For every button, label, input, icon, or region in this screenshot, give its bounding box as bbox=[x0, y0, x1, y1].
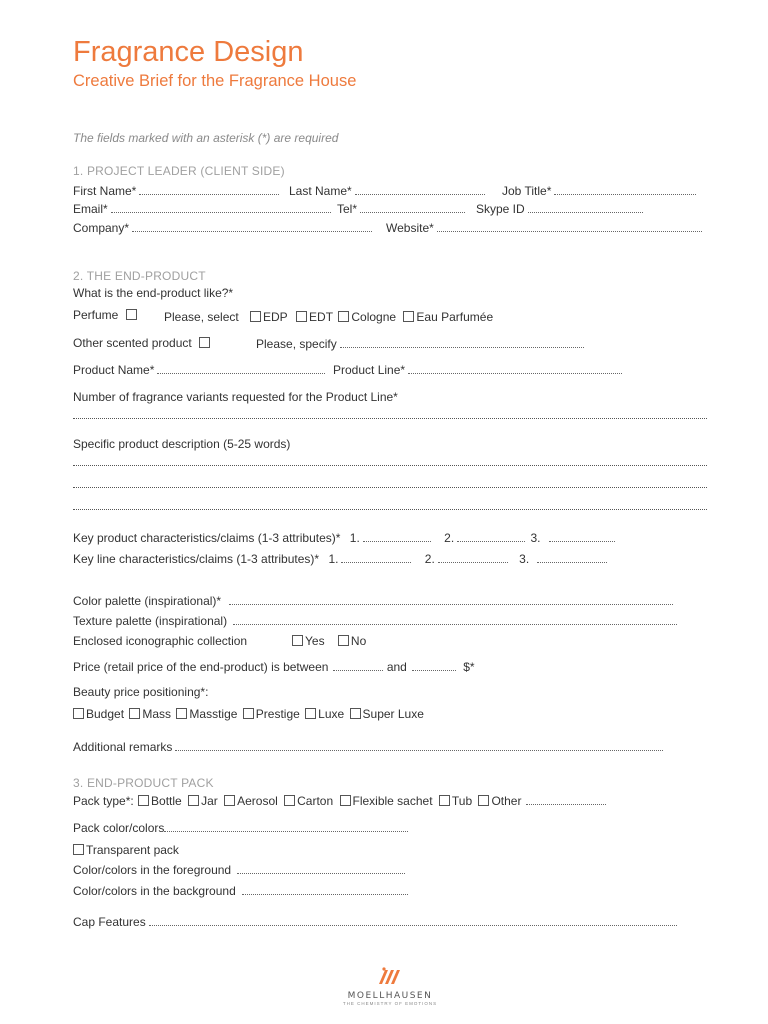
option-bottle[interactable] bbox=[138, 794, 182, 808]
key-line-line-2[interactable] bbox=[438, 552, 508, 563]
specific-desc-line-3[interactable] bbox=[73, 509, 707, 510]
cologne-label: Cologne bbox=[351, 310, 397, 324]
last-name-label: Last Name* bbox=[289, 184, 352, 198]
option-yes[interactable] bbox=[292, 634, 325, 648]
foreground-color-label: Color/colors in the foreground bbox=[73, 863, 232, 877]
key-product-num-3: 3. bbox=[530, 531, 541, 545]
option-super-luxe[interactable] bbox=[350, 707, 424, 721]
mass-checkbox[interactable] bbox=[129, 708, 140, 719]
budget-label: Budget bbox=[86, 707, 125, 721]
luxe-label: Luxe bbox=[318, 707, 345, 721]
first-name-line[interactable] bbox=[139, 184, 279, 195]
key-line-num-1: 1. bbox=[328, 552, 339, 566]
option-luxe[interactable] bbox=[305, 707, 344, 721]
foreground-color-line[interactable] bbox=[237, 863, 405, 874]
flexible-sachet-label: Flexible sachet bbox=[352, 794, 433, 808]
perfume-label: Perfume bbox=[73, 308, 119, 322]
beauty-options bbox=[73, 707, 424, 721]
option-other[interactable] bbox=[478, 794, 521, 808]
budget-checkbox[interactable] bbox=[73, 708, 84, 719]
email-label: Email* bbox=[73, 202, 108, 216]
no-label: No bbox=[350, 634, 367, 648]
skype-field[interactable] bbox=[476, 202, 643, 216]
key-line-line-1[interactable] bbox=[341, 552, 411, 563]
key-line-field bbox=[73, 552, 607, 566]
bottle-checkbox[interactable] bbox=[138, 795, 149, 806]
aerosol-label: Aerosol bbox=[237, 794, 278, 808]
skype-line[interactable] bbox=[528, 202, 643, 213]
price-min-line[interactable] bbox=[333, 660, 383, 671]
option-masstige[interactable] bbox=[176, 707, 237, 721]
job-title-line[interactable] bbox=[554, 184, 696, 195]
key-product-line-1[interactable] bbox=[363, 531, 431, 542]
pack-color-field[interactable] bbox=[73, 821, 408, 835]
additional-remarks-field[interactable] bbox=[73, 740, 663, 754]
website-label: Website* bbox=[386, 221, 434, 235]
carton-checkbox[interactable] bbox=[284, 795, 295, 806]
color-palette-line[interactable] bbox=[229, 594, 673, 605]
option-cologne[interactable] bbox=[338, 310, 396, 324]
product-line-label: Product Line* bbox=[333, 363, 406, 377]
key-product-line-2[interactable] bbox=[457, 531, 525, 542]
company-field[interactable] bbox=[73, 221, 372, 235]
email-field[interactable] bbox=[73, 202, 331, 216]
key-line-num-2: 2. bbox=[424, 552, 435, 566]
please-specify-line[interactable] bbox=[340, 337, 584, 348]
transparent-pack-label: Transparent pack bbox=[86, 843, 179, 857]
eau-parfumee-checkbox[interactable] bbox=[403, 311, 414, 322]
last-name-line[interactable] bbox=[355, 184, 485, 195]
website-line[interactable] bbox=[437, 221, 702, 232]
end-product-question: What is the end-product like?* bbox=[73, 286, 234, 300]
jar-label: Jar bbox=[201, 794, 218, 808]
first-name-label: First Name* bbox=[73, 184, 137, 198]
super-luxe-label: Super Luxe bbox=[362, 707, 424, 721]
tub-label: Tub bbox=[451, 794, 473, 808]
product-line-line[interactable] bbox=[408, 363, 622, 374]
option-carton[interactable] bbox=[284, 794, 333, 808]
other-scented-checkbox[interactable] bbox=[199, 337, 210, 348]
please-specify-field[interactable] bbox=[256, 337, 584, 351]
prestige-checkbox[interactable] bbox=[243, 708, 254, 719]
pack-color-label: Pack color/colors bbox=[73, 821, 165, 835]
edt-checkbox[interactable] bbox=[296, 311, 307, 322]
specific-desc-label: Specific product description (5-25 words) bbox=[73, 437, 291, 451]
texture-palette-line[interactable] bbox=[233, 614, 677, 625]
variants-line[interactable] bbox=[73, 418, 707, 419]
product-name-field[interactable] bbox=[73, 363, 325, 377]
perfume-option[interactable] bbox=[73, 308, 139, 322]
option-no[interactable] bbox=[338, 634, 366, 648]
price-currency: $* bbox=[463, 660, 475, 674]
color-palette-field[interactable] bbox=[73, 594, 673, 608]
key-line-num-3: 3. bbox=[519, 552, 530, 566]
skype-label: Skype ID bbox=[476, 202, 525, 216]
option-aerosol[interactable] bbox=[224, 794, 278, 808]
page-title: Fragrance Design bbox=[73, 36, 304, 68]
moellhausen-logo-icon bbox=[377, 966, 403, 986]
texture-palette-field[interactable] bbox=[73, 614, 677, 628]
pack-type-field bbox=[73, 794, 606, 808]
tel-line[interactable] bbox=[360, 202, 465, 213]
other-scented-option[interactable] bbox=[73, 336, 212, 350]
option-edt[interactable] bbox=[296, 310, 333, 324]
key-product-label: Key product characteristics/claims (1-3 attributes)* bbox=[73, 531, 341, 545]
please-specify-label: Please, specify bbox=[256, 337, 337, 351]
perfume-checkbox[interactable] bbox=[126, 309, 137, 320]
required-note: The fields marked with an asterisk (*) are required bbox=[73, 131, 339, 145]
tel-label: Tel* bbox=[337, 202, 358, 216]
brand-name: MOELLHAUSEN bbox=[347, 991, 433, 1001]
additional-remarks-label: Additional remarks bbox=[73, 740, 173, 754]
key-product-num-2: 2. bbox=[444, 531, 455, 545]
company-line[interactable] bbox=[132, 221, 372, 232]
key-product-field bbox=[73, 531, 615, 545]
color-palette-label: Color palette (inspirational)* bbox=[73, 594, 222, 608]
other-checkbox[interactable] bbox=[478, 795, 489, 806]
section-3-heading: 3. END-PRODUCT PACK bbox=[73, 776, 214, 790]
other-pack-line[interactable] bbox=[526, 794, 606, 805]
price-max-line[interactable] bbox=[412, 660, 456, 671]
product-name-label: Product Name* bbox=[73, 363, 155, 377]
email-line[interactable] bbox=[111, 202, 331, 213]
jar-checkbox[interactable] bbox=[188, 795, 199, 806]
yes-checkbox[interactable] bbox=[292, 635, 303, 646]
specific-desc-line-2[interactable] bbox=[73, 487, 707, 488]
cap-features-label: Cap Features bbox=[73, 915, 146, 929]
option-eau-parfumee[interactable] bbox=[403, 310, 493, 324]
iconographic-label: Enclosed iconographic collection bbox=[73, 634, 248, 648]
brand-tagline: THE CHEMISTRY OF EMOTIONS bbox=[342, 1001, 438, 1006]
product-name-line[interactable] bbox=[157, 363, 325, 374]
option-prestige[interactable] bbox=[243, 707, 300, 721]
key-line-line-3[interactable] bbox=[537, 552, 607, 563]
yes-label: Yes bbox=[305, 634, 325, 648]
option-budget[interactable] bbox=[73, 707, 124, 721]
option-tub[interactable] bbox=[439, 794, 472, 808]
luxe-checkbox[interactable] bbox=[305, 708, 316, 719]
please-select-label: Please, select bbox=[164, 310, 239, 324]
first-name-field[interactable] bbox=[73, 184, 279, 198]
perfume-type-options bbox=[250, 310, 493, 324]
pack-type-label: Pack type*: bbox=[73, 794, 134, 808]
transparent-pack-option[interactable] bbox=[73, 843, 179, 857]
key-product-line-3[interactable] bbox=[549, 531, 615, 542]
product-line-field[interactable] bbox=[333, 363, 622, 377]
option-jar[interactable] bbox=[188, 794, 218, 808]
website-field[interactable] bbox=[386, 221, 702, 235]
aerosol-checkbox[interactable] bbox=[224, 795, 235, 806]
cap-features-line[interactable] bbox=[149, 915, 677, 926]
mass-label: Mass bbox=[142, 707, 172, 721]
section-2-heading: 2. THE END-PRODUCT bbox=[73, 269, 206, 283]
tub-checkbox[interactable] bbox=[439, 795, 450, 806]
price-label: Price (retail price of the end-product) is between bbox=[73, 660, 329, 674]
page-subtitle: Creative Brief for the Fragrance House bbox=[73, 72, 357, 90]
background-color-line[interactable] bbox=[242, 884, 408, 895]
flexible-sachet-checkbox[interactable] bbox=[340, 795, 351, 806]
carton-label: Carton bbox=[297, 794, 334, 808]
iconographic-options bbox=[292, 634, 366, 648]
cologne-checkbox[interactable] bbox=[338, 311, 349, 322]
background-color-label: Color/colors in the background bbox=[73, 884, 236, 898]
foreground-color-field[interactable] bbox=[73, 863, 405, 877]
price-and: and bbox=[386, 660, 407, 674]
tel-field[interactable] bbox=[337, 202, 465, 216]
key-line-label: Key line characteristics/claims (1-3 attributes)* bbox=[73, 552, 320, 566]
masstige-label: Masstige bbox=[189, 707, 238, 721]
section-1-heading: 1. PROJECT LEADER (CLIENT SIDE) bbox=[73, 164, 285, 178]
company-label: Company* bbox=[73, 221, 130, 235]
key-product-num-1: 1. bbox=[349, 531, 360, 545]
beauty-positioning-label: Beauty price positioning*: bbox=[73, 685, 209, 699]
transparent-pack-checkbox[interactable] bbox=[73, 844, 84, 855]
other-scented-label: Other scented product bbox=[73, 336, 192, 350]
variants-label: Number of fragrance variants requested for the Product Line* bbox=[73, 390, 398, 404]
additional-remarks-line[interactable] bbox=[175, 740, 663, 751]
last-name-field[interactable] bbox=[289, 184, 485, 198]
edp-label: EDP bbox=[263, 310, 288, 324]
super-luxe-checkbox[interactable] bbox=[350, 708, 361, 719]
bottle-label: Bottle bbox=[151, 794, 182, 808]
background-color-field[interactable] bbox=[73, 884, 408, 898]
option-flexible-sachet[interactable] bbox=[340, 794, 433, 808]
masstige-checkbox[interactable] bbox=[176, 708, 187, 719]
option-mass[interactable] bbox=[129, 707, 171, 721]
prestige-label: Prestige bbox=[255, 707, 300, 721]
texture-palette-label: Texture palette (inspirational) bbox=[73, 614, 228, 628]
eau-parfumee-label: Eau Parfumée bbox=[416, 310, 494, 324]
other-label: Other bbox=[491, 794, 522, 808]
cap-features-field[interactable] bbox=[73, 915, 677, 929]
edt-label: EDT bbox=[309, 310, 334, 324]
pack-color-line[interactable] bbox=[164, 821, 408, 832]
company-logo bbox=[340, 966, 440, 1006]
price-field bbox=[73, 660, 475, 674]
specific-desc-line-1[interactable] bbox=[73, 465, 707, 466]
job-title-label: Job Title* bbox=[502, 184, 552, 198]
edp-checkbox[interactable] bbox=[250, 311, 261, 322]
option-edp[interactable] bbox=[250, 310, 288, 324]
no-checkbox[interactable] bbox=[338, 635, 349, 646]
job-title-field[interactable] bbox=[502, 184, 696, 198]
